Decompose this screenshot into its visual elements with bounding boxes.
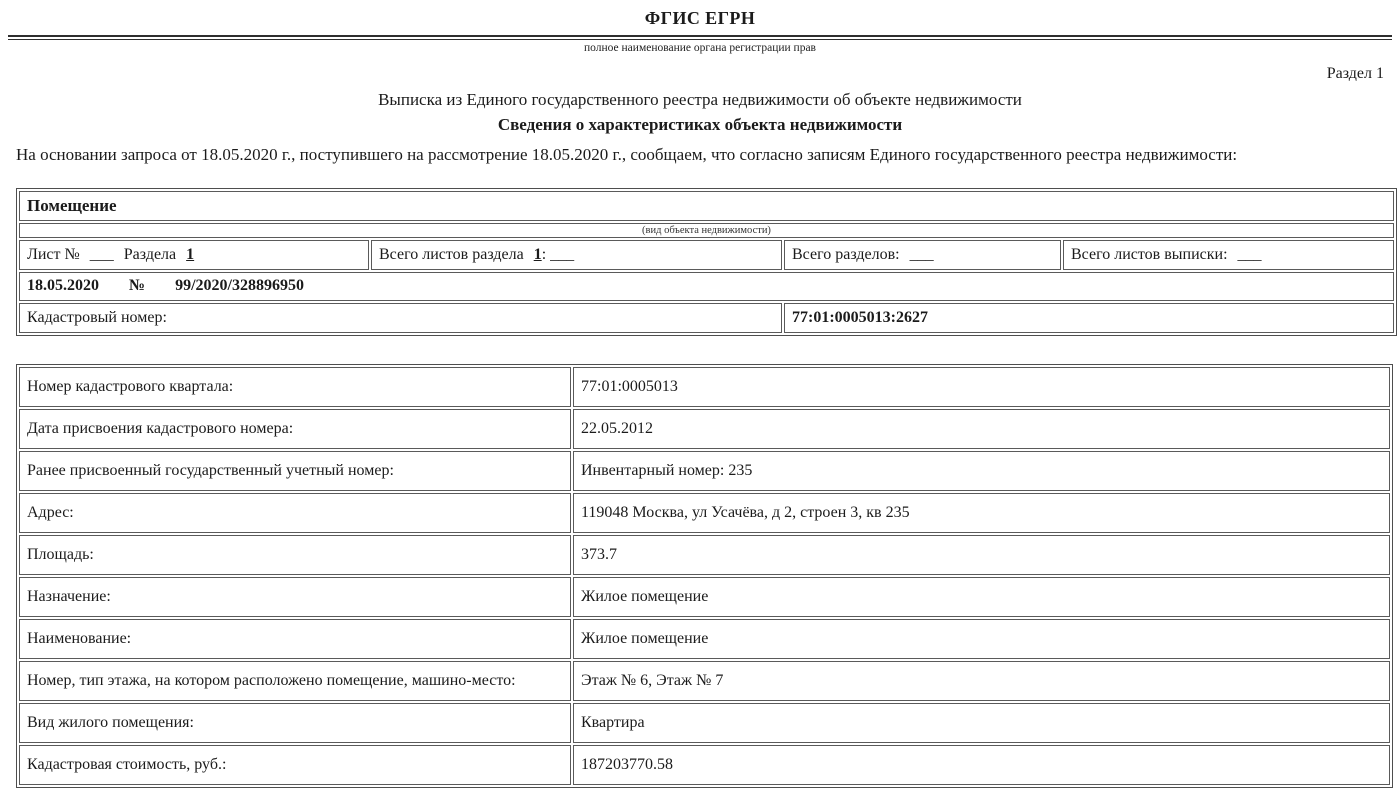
row-label: Ранее присвоенный государственный учетный номер: xyxy=(19,451,571,491)
row-value: Инвентарный номер: 235 xyxy=(573,451,1390,491)
sheet-label: Лист № xyxy=(27,246,80,263)
sheet-info-row xyxy=(19,240,1394,270)
sheet-blank: ___ xyxy=(89,246,114,263)
request-number-row xyxy=(19,272,1394,301)
extract-sheets-cell xyxy=(1063,240,1394,270)
details-table xyxy=(16,364,1393,788)
header-divider xyxy=(8,35,1392,40)
sheets-total-cell xyxy=(371,240,782,270)
sections-total-label: Всего разделов: xyxy=(792,246,900,263)
row-label: Кадастровая стоимость, руб.: xyxy=(19,745,571,785)
intro-paragraph: На основании запроса от 18.05.2020 г., поступившего на рассмотрение 18.05.2020 г., сообщаем, что согласно записям Единого государственного реестра недвижимости: xyxy=(16,145,1238,164)
sheets-total-label: Всего листов раздела xyxy=(379,246,524,263)
number-sign: № xyxy=(129,277,146,294)
row-label: Дата присвоения кадастрового номера: xyxy=(19,409,571,449)
details-table-body xyxy=(19,367,1390,785)
row-label: Площадь: xyxy=(19,535,571,575)
section-word: Раздела xyxy=(123,246,177,263)
sheets-total-blank: : ___ xyxy=(541,246,575,263)
table-row xyxy=(19,577,1390,617)
org-name: ФГИС ЕГРН xyxy=(644,8,756,28)
request-number: 99/2020/328896950 xyxy=(175,277,304,294)
extract-sheets-blank: ___ xyxy=(1237,246,1262,263)
row-label: Вид жилого помещения: xyxy=(19,703,571,743)
object-type-cell: Помещение xyxy=(19,191,1394,221)
org-caption: полное наименование органа регистрации прав xyxy=(584,42,816,54)
row-value: Этаж № 6, Этаж № 7 xyxy=(573,661,1390,701)
row-label: Номер, тип этажа, на котором расположено помещение, машино-место: xyxy=(19,661,571,701)
table-row xyxy=(19,661,1390,701)
request-date: 18.05.2020 xyxy=(27,277,99,294)
cadastral-number-value: 77:01:0005013:2627 xyxy=(784,303,1394,333)
row-value: Жилое помещение xyxy=(573,619,1390,659)
row-value: 373.7 xyxy=(573,535,1390,575)
document-title: Выписка из Единого государственного реестра недвижимости об объекте недвижимости xyxy=(378,90,1022,109)
sheets-total-number: 1 xyxy=(533,246,542,263)
row-label: Назначение: xyxy=(19,577,571,617)
section-label: Раздел 1 xyxy=(1326,65,1384,82)
object-type-row xyxy=(19,191,1394,221)
sheet-number-cell xyxy=(19,240,369,270)
row-label: Наименование: xyxy=(19,619,571,659)
row-value: 187203770.58 xyxy=(573,745,1390,785)
object-type-caption-row xyxy=(19,223,1394,238)
extract-sheets-label: Всего листов выписки: xyxy=(1071,246,1228,263)
table-row xyxy=(19,535,1390,575)
object-type-caption: (вид объекта недвижимости) xyxy=(19,223,1394,238)
table-row xyxy=(19,493,1390,533)
table-row xyxy=(19,703,1390,743)
row-value: 119048 Москва, ул Усачёва, д 2, строен 3, кв 235 xyxy=(573,493,1390,533)
object-info-table xyxy=(16,188,1397,336)
row-value: 77:01:0005013 xyxy=(573,367,1390,407)
request-number-cell xyxy=(19,272,1394,301)
table-row xyxy=(19,367,1390,407)
table-row xyxy=(19,409,1390,449)
table-row xyxy=(19,745,1390,785)
document-subtitle: Сведения о характеристиках объекта недвижимости xyxy=(497,115,903,134)
row-label: Адрес: xyxy=(19,493,571,533)
row-value: Жилое помещение xyxy=(573,577,1390,617)
section-number: 1 xyxy=(186,246,195,263)
row-value: 22.05.2012 xyxy=(573,409,1390,449)
row-label: Номер кадастрового квартала: xyxy=(19,367,571,407)
table-row xyxy=(19,451,1390,491)
table-row xyxy=(19,619,1390,659)
cadastral-number-row xyxy=(19,303,1394,333)
sections-total-blank: ___ xyxy=(909,246,934,263)
cadastral-number-label: Кадастровый номер: xyxy=(19,303,782,333)
row-value: Квартира xyxy=(573,703,1390,743)
sections-total-cell xyxy=(784,240,1061,270)
